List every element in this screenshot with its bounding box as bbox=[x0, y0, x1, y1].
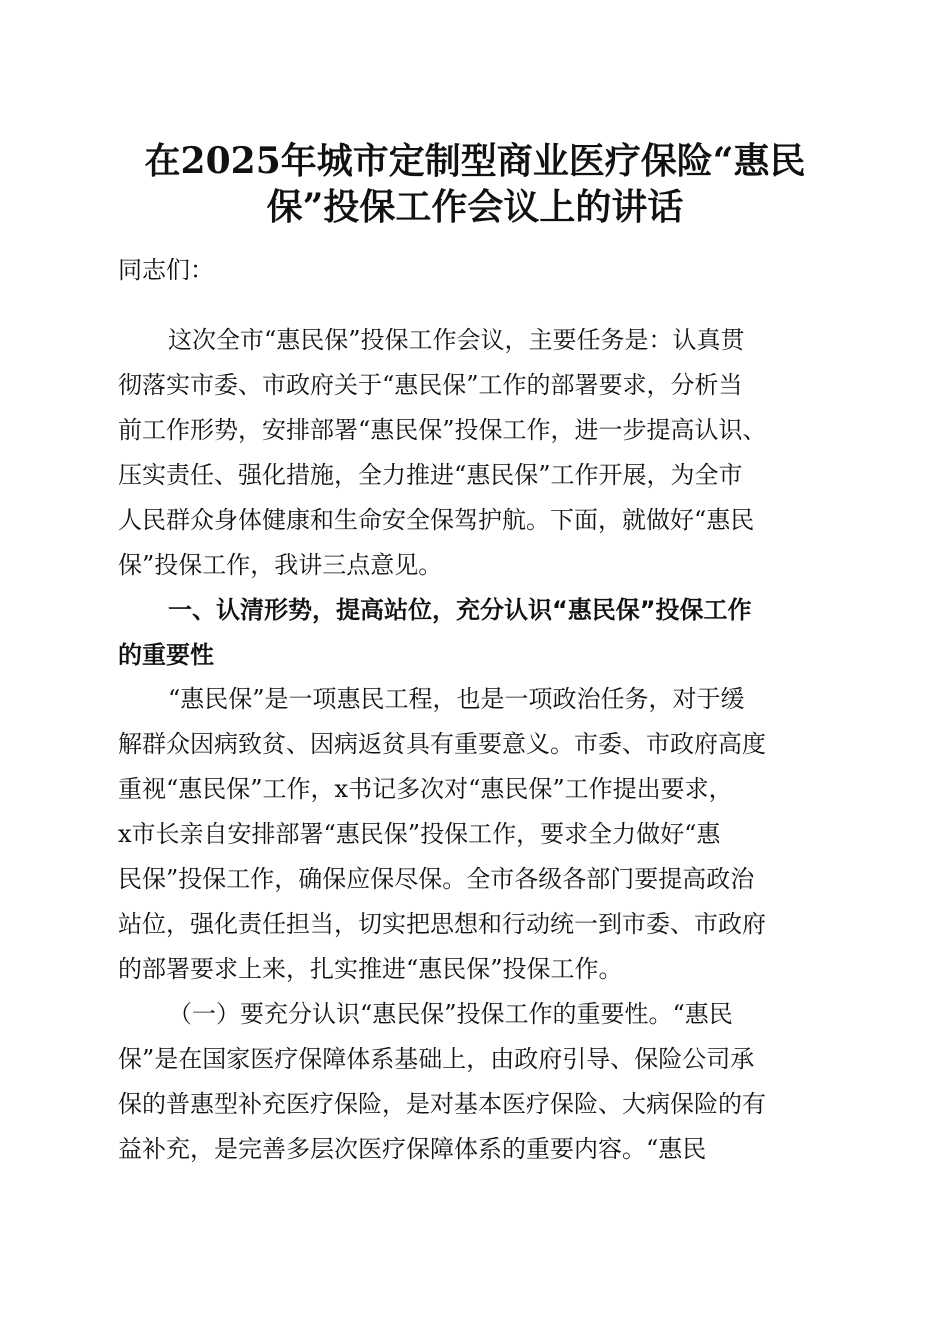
paragraph-line: 解群众因病致贫、因病返贫具有重要意义。市委、市政府高度 bbox=[118, 730, 766, 758]
paragraph-line: 保的普惠型补充医疗保险，是对基本医疗保险、大病保险的有 bbox=[118, 1090, 766, 1118]
paragraph-line: x市长亲自安排部署“惠民保”投保工作，要求全力做好“惠 bbox=[118, 820, 721, 848]
salutation: 同志们： bbox=[118, 256, 214, 284]
paragraph-line: 前工作形势，安排部署“惠民保”投保工作，进一步提高认识、 bbox=[118, 416, 767, 444]
subsection-line: （一）要充分认识“惠民保”投保工作的重要性。“惠民 bbox=[168, 1000, 733, 1028]
paragraph-line: 压实责任、强化措施，全力推进“惠民保”工作开展，为全市 bbox=[118, 461, 743, 489]
section-heading-line: 的重要性 bbox=[118, 641, 214, 669]
paragraph-line: 这次全市“惠民保”投保工作会议，主要任务是：认真贯 bbox=[168, 326, 745, 354]
paragraph-line: 重视“惠民保”工作，x书记多次对“惠民保”工作提出要求， bbox=[118, 775, 733, 803]
paragraph-line: 彻落实市委、市政府关于“惠民保”工作的部署要求，分析当 bbox=[118, 371, 743, 399]
paragraph-line: 保”投保工作，我讲三点意见。 bbox=[118, 551, 443, 579]
paragraph-line: 益补充，是完善多层次医疗保障体系的重要内容。“惠民 bbox=[118, 1135, 707, 1163]
document-title-line-2: 保”投保工作会议上的讲话 bbox=[266, 186, 684, 228]
section-heading-line: 一、认清形势，提高站位，充分认识“惠民保”投保工作 bbox=[168, 596, 752, 624]
paragraph-line: “惠民保”是一项惠民工程，也是一项政治任务，对于缓 bbox=[168, 685, 745, 713]
document-title-line-1: 在2025年城市定制型商业医疗保险“惠民 bbox=[144, 140, 806, 182]
paragraph-line: 民保”投保工作，确保应保尽保。全市各级各部门要提高政治 bbox=[118, 865, 755, 893]
paragraph-line: 保”是在国家医疗保障体系基础上，由政府引导、保险公司承 bbox=[118, 1045, 755, 1073]
paragraph-line: 的部署要求上来，扎实推进“惠民保”投保工作。 bbox=[118, 955, 623, 983]
paragraph-line: 站位，强化责任担当，切实把思想和行动统一到市委、市政府 bbox=[118, 910, 766, 938]
paragraph-line: 人民群众身体健康和生命安全保驾护航。下面，就做好“惠民 bbox=[118, 506, 755, 534]
